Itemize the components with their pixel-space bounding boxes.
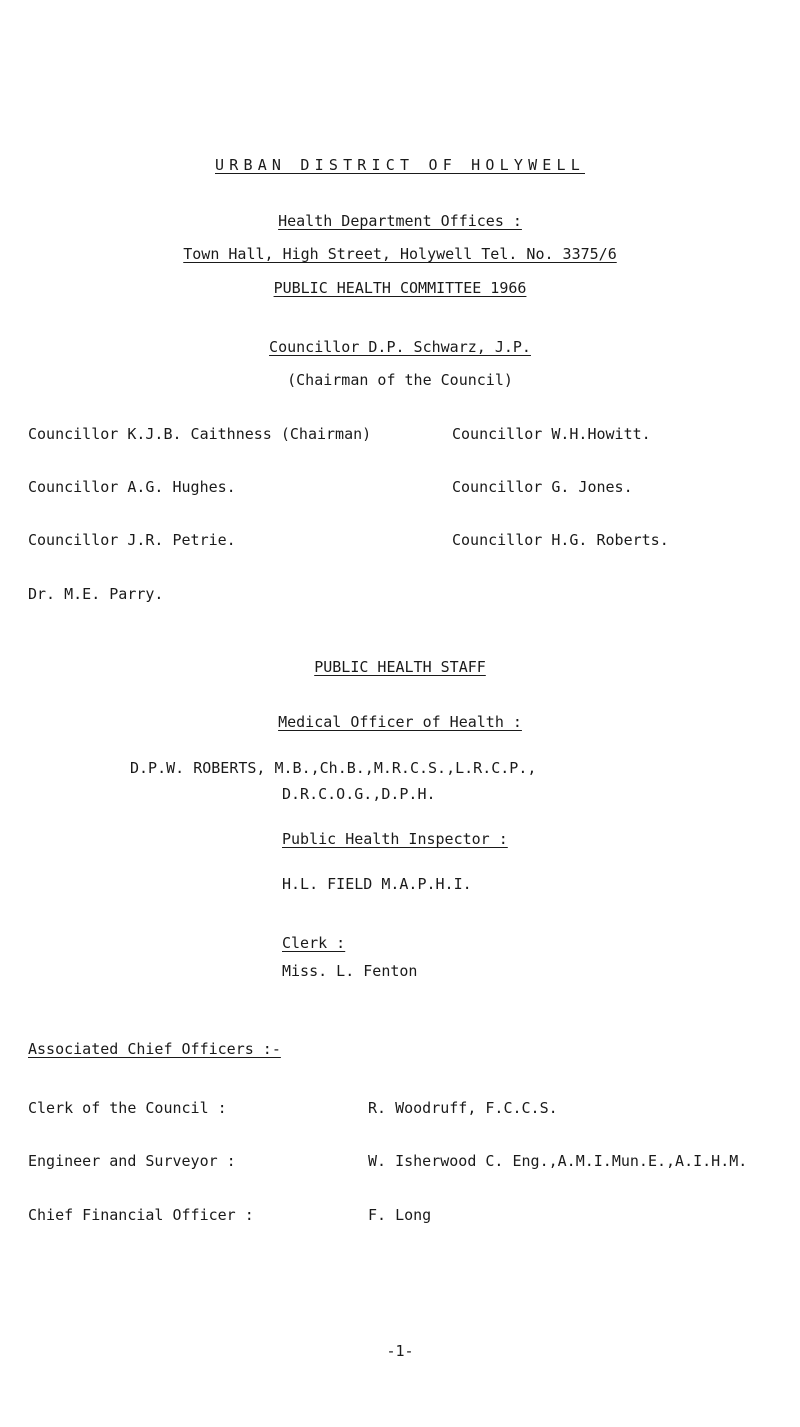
associated-role-2: Engineer and Surveyor : — [28, 1152, 236, 1170]
phi-heading-text: Public Health Inspector : — [282, 830, 508, 848]
moh-heading: Medical Officer of Health : — [278, 713, 522, 731]
member-left-2: Councillor A.G. Hughes. — [28, 478, 236, 496]
council-chairman-role: (Chairman of the Council) — [287, 371, 513, 389]
moh-qualifications: D.R.C.O.G.,D.P.H. — [282, 785, 436, 803]
clerk-heading-text: Clerk : — [282, 934, 346, 952]
council-chairman-name: Councillor D.P. Schwarz, J.P. — [269, 338, 531, 356]
associated-name-2: W. Isherwood C. Eng.,A.M.I.Mun.E.,A.I.H.M. — [368, 1152, 748, 1170]
member-left-4: Dr. M.E. Parry. — [28, 585, 164, 603]
member-right-3: Councillor H.G. Roberts. — [452, 531, 669, 549]
staff-heading: PUBLIC HEALTH STAFF — [314, 658, 486, 676]
associated-heading-text: Associated Chief Officers :- — [28, 1040, 281, 1058]
member-right-2: Councillor G. Jones. — [452, 478, 633, 496]
page-number: -1- — [386, 1342, 414, 1360]
member-left-1: Councillor K.J.B. Caithness (Chairman) — [28, 425, 372, 443]
associated-role-3: Chief Financial Officer : — [28, 1206, 254, 1224]
associated-heading — [28, 1040, 281, 1058]
clerk-heading — [282, 934, 345, 952]
phi-heading — [282, 830, 508, 848]
offices-heading: Health Department Offices : — [278, 212, 522, 230]
clerk-name: Miss. L. Fenton — [282, 962, 418, 980]
address-line: Town Hall, High Street, Holywell Tel. No. 3375/6 — [183, 245, 617, 263]
committee-heading: PUBLIC HEALTH COMMITTEE 1966 — [273, 279, 527, 297]
associated-name-1: R. Woodruff, F.C.C.S. — [368, 1099, 558, 1117]
associated-role-1: Clerk of the Council : — [28, 1099, 227, 1117]
member-right-1: Councillor W.H.Howitt. — [452, 425, 651, 443]
associated-name-3: F. Long — [368, 1206, 432, 1224]
member-left-3: Councillor J.R. Petrie. — [28, 531, 236, 549]
document-title: URBAN DISTRICT OF HOLYWELL — [215, 156, 585, 174]
phi-name: H.L. FIELD M.A.P.H.I. — [282, 875, 472, 893]
moh-name: D.P.W. ROBERTS, M.B.,Ch.B.,M.R.C.S.,L.R.C.P., — [130, 759, 537, 777]
